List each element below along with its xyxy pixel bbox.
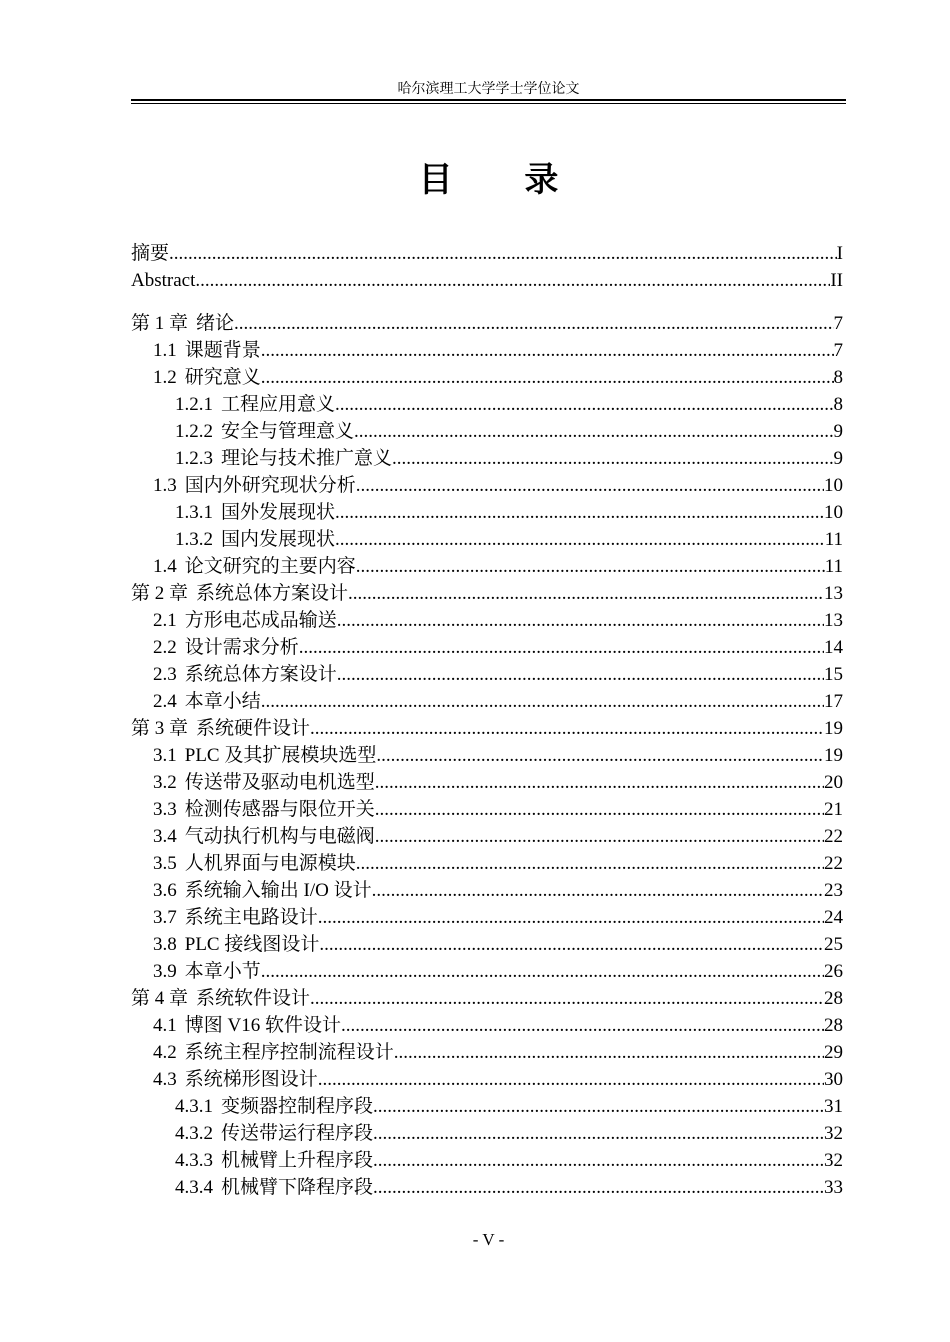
toc-entry[interactable] bbox=[131, 310, 843, 337]
toc-entry-page: 26 bbox=[824, 961, 843, 982]
toc-entry-number: 1.2.1 bbox=[175, 394, 213, 415]
toc-entry-page: 33 bbox=[824, 1177, 843, 1198]
toc-leader-dots bbox=[373, 1174, 824, 1201]
toc-leader-dots bbox=[373, 1120, 824, 1147]
toc-entry[interactable] bbox=[131, 418, 843, 445]
toc-leader-dots bbox=[261, 364, 834, 391]
toc-entry-title bbox=[153, 688, 261, 715]
toc-entry-number: 1.3.1 bbox=[175, 502, 213, 523]
toc-entry-title bbox=[153, 634, 299, 661]
toc-entry-title bbox=[175, 499, 335, 526]
toc-entry-title bbox=[153, 553, 356, 580]
toc-leader-dots bbox=[310, 985, 824, 1012]
toc-entry[interactable] bbox=[131, 607, 843, 634]
toc-entry-label: 系统总体方案设计 bbox=[196, 583, 349, 604]
toc-entry[interactable] bbox=[131, 1147, 843, 1174]
toc-entry-page: I bbox=[836, 243, 843, 264]
toc-entry-number: 第 3 章 bbox=[131, 718, 189, 739]
toc-entry-label: 绪论 bbox=[196, 313, 235, 334]
toc-entry-label: 方形电芯成品输送 bbox=[184, 610, 337, 631]
table-of-contents bbox=[131, 240, 843, 1201]
toc-entry-page: 9 bbox=[833, 448, 843, 469]
toc-entry-label: 研究意义 bbox=[184, 367, 261, 388]
toc-entry-page: 25 bbox=[824, 934, 843, 955]
toc-entry-number: 第 1 章 bbox=[131, 313, 189, 334]
toc-entry[interactable] bbox=[131, 499, 843, 526]
toc-leader-dots bbox=[261, 337, 834, 364]
toc-entry-page: 7 bbox=[833, 340, 843, 361]
toc-entry-title bbox=[153, 1012, 341, 1039]
toc-entry-number: 3.8 bbox=[153, 934, 177, 955]
toc-entry-title bbox=[175, 418, 354, 445]
toc-entry-page: 32 bbox=[824, 1123, 843, 1144]
toc-entry-number: 4.2 bbox=[153, 1042, 177, 1063]
toc-entry[interactable] bbox=[131, 823, 843, 850]
toc-entry-label: 系统梯形图设计 bbox=[184, 1069, 318, 1090]
toc-entry-number: 1.2 bbox=[153, 367, 177, 388]
toc-entry-page: 20 bbox=[824, 772, 843, 793]
toc-entry-page: 32 bbox=[824, 1150, 843, 1171]
toc-entry-title bbox=[153, 877, 372, 904]
toc-entry-title bbox=[153, 850, 356, 877]
toc-leader-dots bbox=[372, 877, 824, 904]
toc-leader-dots bbox=[356, 850, 824, 877]
toc-entry-label: 机械臂上升程序段 bbox=[221, 1150, 374, 1171]
toc-leader-dots bbox=[356, 472, 824, 499]
toc-entry-title bbox=[131, 240, 169, 267]
toc-leader-dots bbox=[261, 958, 824, 985]
toc-entry-title bbox=[175, 1093, 373, 1120]
toc-entry-page: II bbox=[830, 270, 843, 291]
toc-entry[interactable] bbox=[131, 472, 843, 499]
toc-entry-title bbox=[153, 769, 375, 796]
toc-entry[interactable] bbox=[131, 1066, 843, 1093]
toc-leader-dots bbox=[335, 526, 825, 553]
toc-entry-title bbox=[175, 526, 335, 553]
toc-entry[interactable] bbox=[131, 688, 843, 715]
toc-entry-label: 课题背景 bbox=[184, 340, 261, 361]
toc-entry-page: 23 bbox=[824, 880, 843, 901]
toc-entry[interactable] bbox=[131, 1174, 843, 1201]
toc-entry-title bbox=[175, 1174, 373, 1201]
toc-entry-label: 系统输入输出 I/O 设计 bbox=[184, 880, 372, 901]
toc-leader-dots bbox=[392, 445, 833, 472]
toc-entry[interactable] bbox=[131, 958, 843, 985]
toc-entry-page: 11 bbox=[824, 556, 843, 577]
toc-entry-label: 国外发展现状 bbox=[221, 502, 336, 523]
toc-entry-label: 气动执行机构与电磁阀 bbox=[184, 826, 375, 847]
toc-entry-page: 8 bbox=[833, 367, 843, 388]
toc-entry-title bbox=[175, 1147, 373, 1174]
toc-entry-number: 2.1 bbox=[153, 610, 177, 631]
toc-leader-dots bbox=[373, 1147, 824, 1174]
header-rule-thin bbox=[131, 103, 846, 104]
toc-entry[interactable] bbox=[131, 1012, 843, 1039]
toc-entry-page: 19 bbox=[824, 718, 843, 739]
toc-entry-label: 工程应用意义 bbox=[221, 394, 336, 415]
toc-entry-page: 11 bbox=[824, 529, 843, 550]
toc-leader-dots bbox=[356, 553, 825, 580]
toc-entry-label: PLC 接线图设计 bbox=[184, 934, 320, 955]
toc-entry-title bbox=[153, 472, 356, 499]
toc-entry-page: 28 bbox=[824, 988, 843, 1009]
toc-entry[interactable] bbox=[131, 1120, 843, 1147]
toc-entry-page: 30 bbox=[824, 1069, 843, 1090]
toc-entry-label: 论文研究的主要内容 bbox=[184, 556, 356, 577]
toc-entry-number: 第 2 章 bbox=[131, 583, 189, 604]
toc-entry-title bbox=[153, 607, 337, 634]
toc-entry-label: 国内外研究现状分析 bbox=[184, 475, 356, 496]
toc-leader-dots bbox=[354, 418, 833, 445]
toc-leader-dots bbox=[335, 391, 833, 418]
toc-entry-number: 4.3.1 bbox=[175, 1096, 213, 1117]
toc-entry[interactable] bbox=[131, 985, 843, 1012]
toc-entry-title bbox=[153, 661, 337, 688]
toc-leader-dots bbox=[337, 607, 824, 634]
toc-entry[interactable] bbox=[131, 931, 843, 958]
toc-entry[interactable] bbox=[131, 796, 843, 823]
toc-entry-label: 安全与管理意义 bbox=[221, 421, 355, 442]
toc-entry[interactable] bbox=[131, 661, 843, 688]
toc-entry-label: 设计需求分析 bbox=[184, 637, 299, 658]
toc-entry-number: 1.4 bbox=[153, 556, 177, 577]
header-rule-thick bbox=[131, 99, 846, 101]
toc-entry-label: 本章小节 bbox=[184, 961, 261, 982]
toc-leader-dots bbox=[310, 715, 824, 742]
toc-entry[interactable] bbox=[131, 1039, 843, 1066]
toc-leader-dots bbox=[195, 267, 830, 294]
toc-entry-number: 2.2 bbox=[153, 637, 177, 658]
toc-entry-number: 1.3 bbox=[153, 475, 177, 496]
toc-entry[interactable] bbox=[131, 580, 843, 607]
toc-entry-number: 3.2 bbox=[153, 772, 177, 793]
toc-entry-page: 19 bbox=[824, 745, 843, 766]
toc-entry-page: 22 bbox=[824, 826, 843, 847]
toc-leader-dots bbox=[348, 580, 824, 607]
toc-entry-number: 3.6 bbox=[153, 880, 177, 901]
toc-entry-label: Abstract bbox=[131, 270, 196, 291]
toc-leader-dots bbox=[261, 688, 824, 715]
toc-entry-title bbox=[153, 958, 261, 985]
toc-entry-title bbox=[131, 985, 310, 1012]
toc-leader-dots bbox=[319, 931, 824, 958]
page-number: - V - bbox=[472, 1230, 505, 1249]
toc-entry-label: 机械臂下降程序段 bbox=[221, 1177, 374, 1198]
toc-entry-title bbox=[153, 796, 375, 823]
toc-entry-title bbox=[131, 310, 234, 337]
toc-entry[interactable] bbox=[131, 877, 843, 904]
toc-entry-number: 4.3 bbox=[153, 1069, 177, 1090]
toc-entry-page: 14 bbox=[824, 637, 843, 658]
toc-entry-number: 3.9 bbox=[153, 961, 177, 982]
toc-entry-page: 31 bbox=[824, 1096, 843, 1117]
toc-leader-dots bbox=[318, 1066, 824, 1093]
toc-entry-number: 3.3 bbox=[153, 799, 177, 820]
toc-leader-dots bbox=[375, 823, 824, 850]
toc-leader-dots bbox=[341, 1012, 824, 1039]
toc-entry-title bbox=[175, 391, 335, 418]
toc-entry-label: 摘要 bbox=[131, 243, 170, 264]
running-header: 哈尔滨理工大学学士学位论文 bbox=[397, 81, 580, 97]
toc-entry-page: 13 bbox=[824, 610, 843, 631]
page-title: 目 录 bbox=[418, 160, 589, 200]
toc-entry-label: 理论与技术推广意义 bbox=[221, 448, 393, 469]
toc-entry-page: 29 bbox=[824, 1042, 843, 1063]
toc-entry-label: 系统主程序控制流程设计 bbox=[184, 1042, 394, 1063]
toc-entry-title bbox=[153, 742, 376, 769]
toc-entry-label: 系统总体方案设计 bbox=[184, 664, 337, 685]
toc-entry-title bbox=[153, 931, 319, 958]
toc-entry-page: 15 bbox=[824, 664, 843, 685]
toc-entry[interactable] bbox=[131, 769, 843, 796]
toc-entry[interactable] bbox=[131, 742, 843, 769]
toc-entry-title bbox=[153, 823, 375, 850]
toc-entry-title bbox=[175, 1120, 373, 1147]
toc-leader-dots bbox=[299, 634, 824, 661]
toc-leader-dots bbox=[234, 310, 833, 337]
toc-entry-number: 1.2.3 bbox=[175, 448, 213, 469]
toc-entry[interactable] bbox=[131, 267, 843, 294]
toc-entry-page: 7 bbox=[833, 313, 843, 334]
toc-entry[interactable] bbox=[131, 1093, 843, 1120]
toc-leader-dots bbox=[318, 904, 824, 931]
toc-entry-page: 8 bbox=[833, 394, 843, 415]
toc-entry-page: 21 bbox=[824, 799, 843, 820]
toc-entry-number: 第 4 章 bbox=[131, 988, 189, 1009]
toc-entry-title bbox=[153, 337, 261, 364]
toc-leader-dots bbox=[376, 742, 824, 769]
toc-entry-label: 系统主电路设计 bbox=[184, 907, 318, 928]
toc-entry-label: 传送带运行程序段 bbox=[221, 1123, 374, 1144]
toc-entry[interactable] bbox=[131, 445, 843, 472]
toc-entry-page: 10 bbox=[824, 502, 843, 523]
toc-entry-label: 系统硬件设计 bbox=[196, 718, 311, 739]
toc-entry-page: 13 bbox=[824, 583, 843, 604]
toc-entry-page: 10 bbox=[824, 475, 843, 496]
toc-entry-number: 3.1 bbox=[153, 745, 177, 766]
toc-entry-label: 本章小结 bbox=[184, 691, 261, 712]
toc-entry-title bbox=[175, 445, 392, 472]
toc-entry-number: 3.5 bbox=[153, 853, 177, 874]
toc-entry-page: 17 bbox=[824, 691, 843, 712]
toc-entry-number: 3.4 bbox=[153, 826, 177, 847]
toc-entry[interactable] bbox=[131, 850, 843, 877]
toc-entry-label: 变频器控制程序段 bbox=[221, 1096, 374, 1117]
toc-entry-number: 4.3.3 bbox=[175, 1150, 213, 1171]
toc-entry-title bbox=[153, 1039, 394, 1066]
toc-leader-dots bbox=[394, 1039, 824, 1066]
toc-entry-label: 系统软件设计 bbox=[196, 988, 311, 1009]
toc-entry-page: 9 bbox=[833, 421, 843, 442]
toc-entry-title bbox=[131, 715, 310, 742]
toc-entry-title bbox=[153, 1066, 318, 1093]
toc-entry[interactable] bbox=[131, 553, 843, 580]
toc-entry-number: 1.1 bbox=[153, 340, 177, 361]
toc-entry-page: 28 bbox=[824, 1015, 843, 1036]
toc-entry-label: 国内发展现状 bbox=[221, 529, 336, 550]
toc-entry-page: 22 bbox=[824, 853, 843, 874]
toc-entry-label: 传送带及驱动电机选型 bbox=[184, 772, 375, 793]
toc-entry[interactable] bbox=[131, 391, 843, 418]
toc-entry-title bbox=[153, 904, 318, 931]
toc-entry-page: 24 bbox=[824, 907, 843, 928]
toc-entry[interactable] bbox=[131, 634, 843, 661]
toc-leader-dots bbox=[375, 769, 824, 796]
toc-entry-number: 4.3.4 bbox=[175, 1177, 213, 1198]
toc-leader-dots bbox=[337, 661, 824, 688]
toc-entry[interactable] bbox=[131, 526, 843, 553]
toc-entry-label: 检测传感器与限位开关 bbox=[184, 799, 375, 820]
toc-entry[interactable] bbox=[131, 337, 843, 364]
toc-entry-label: 博图 V16 软件设计 bbox=[184, 1015, 341, 1036]
toc-entry[interactable] bbox=[131, 240, 843, 267]
toc-leader-dots bbox=[375, 796, 824, 823]
toc-entry-number: 1.3.2 bbox=[175, 529, 213, 550]
toc-entry-number: 3.7 bbox=[153, 907, 177, 928]
toc-entry-label: 人机界面与电源模块 bbox=[184, 853, 356, 874]
toc-entry-number: 2.3 bbox=[153, 664, 177, 685]
toc-entry-number: 4.3.2 bbox=[175, 1123, 213, 1144]
toc-entry-title bbox=[131, 267, 195, 294]
toc-entry-number: 1.2.2 bbox=[175, 421, 213, 442]
toc-entry[interactable] bbox=[131, 904, 843, 931]
toc-entry[interactable] bbox=[131, 715, 843, 742]
toc-leader-dots bbox=[169, 240, 837, 267]
toc-leader-dots bbox=[335, 499, 824, 526]
toc-leader-dots bbox=[373, 1093, 824, 1120]
toc-entry-number: 2.4 bbox=[153, 691, 177, 712]
toc-entry-number: 4.1 bbox=[153, 1015, 177, 1036]
toc-entry[interactable] bbox=[131, 364, 843, 391]
toc-entry-title bbox=[153, 364, 261, 391]
toc-entry-label: PLC 及其扩展模块选型 bbox=[184, 745, 377, 766]
toc-entry-title bbox=[131, 580, 348, 607]
